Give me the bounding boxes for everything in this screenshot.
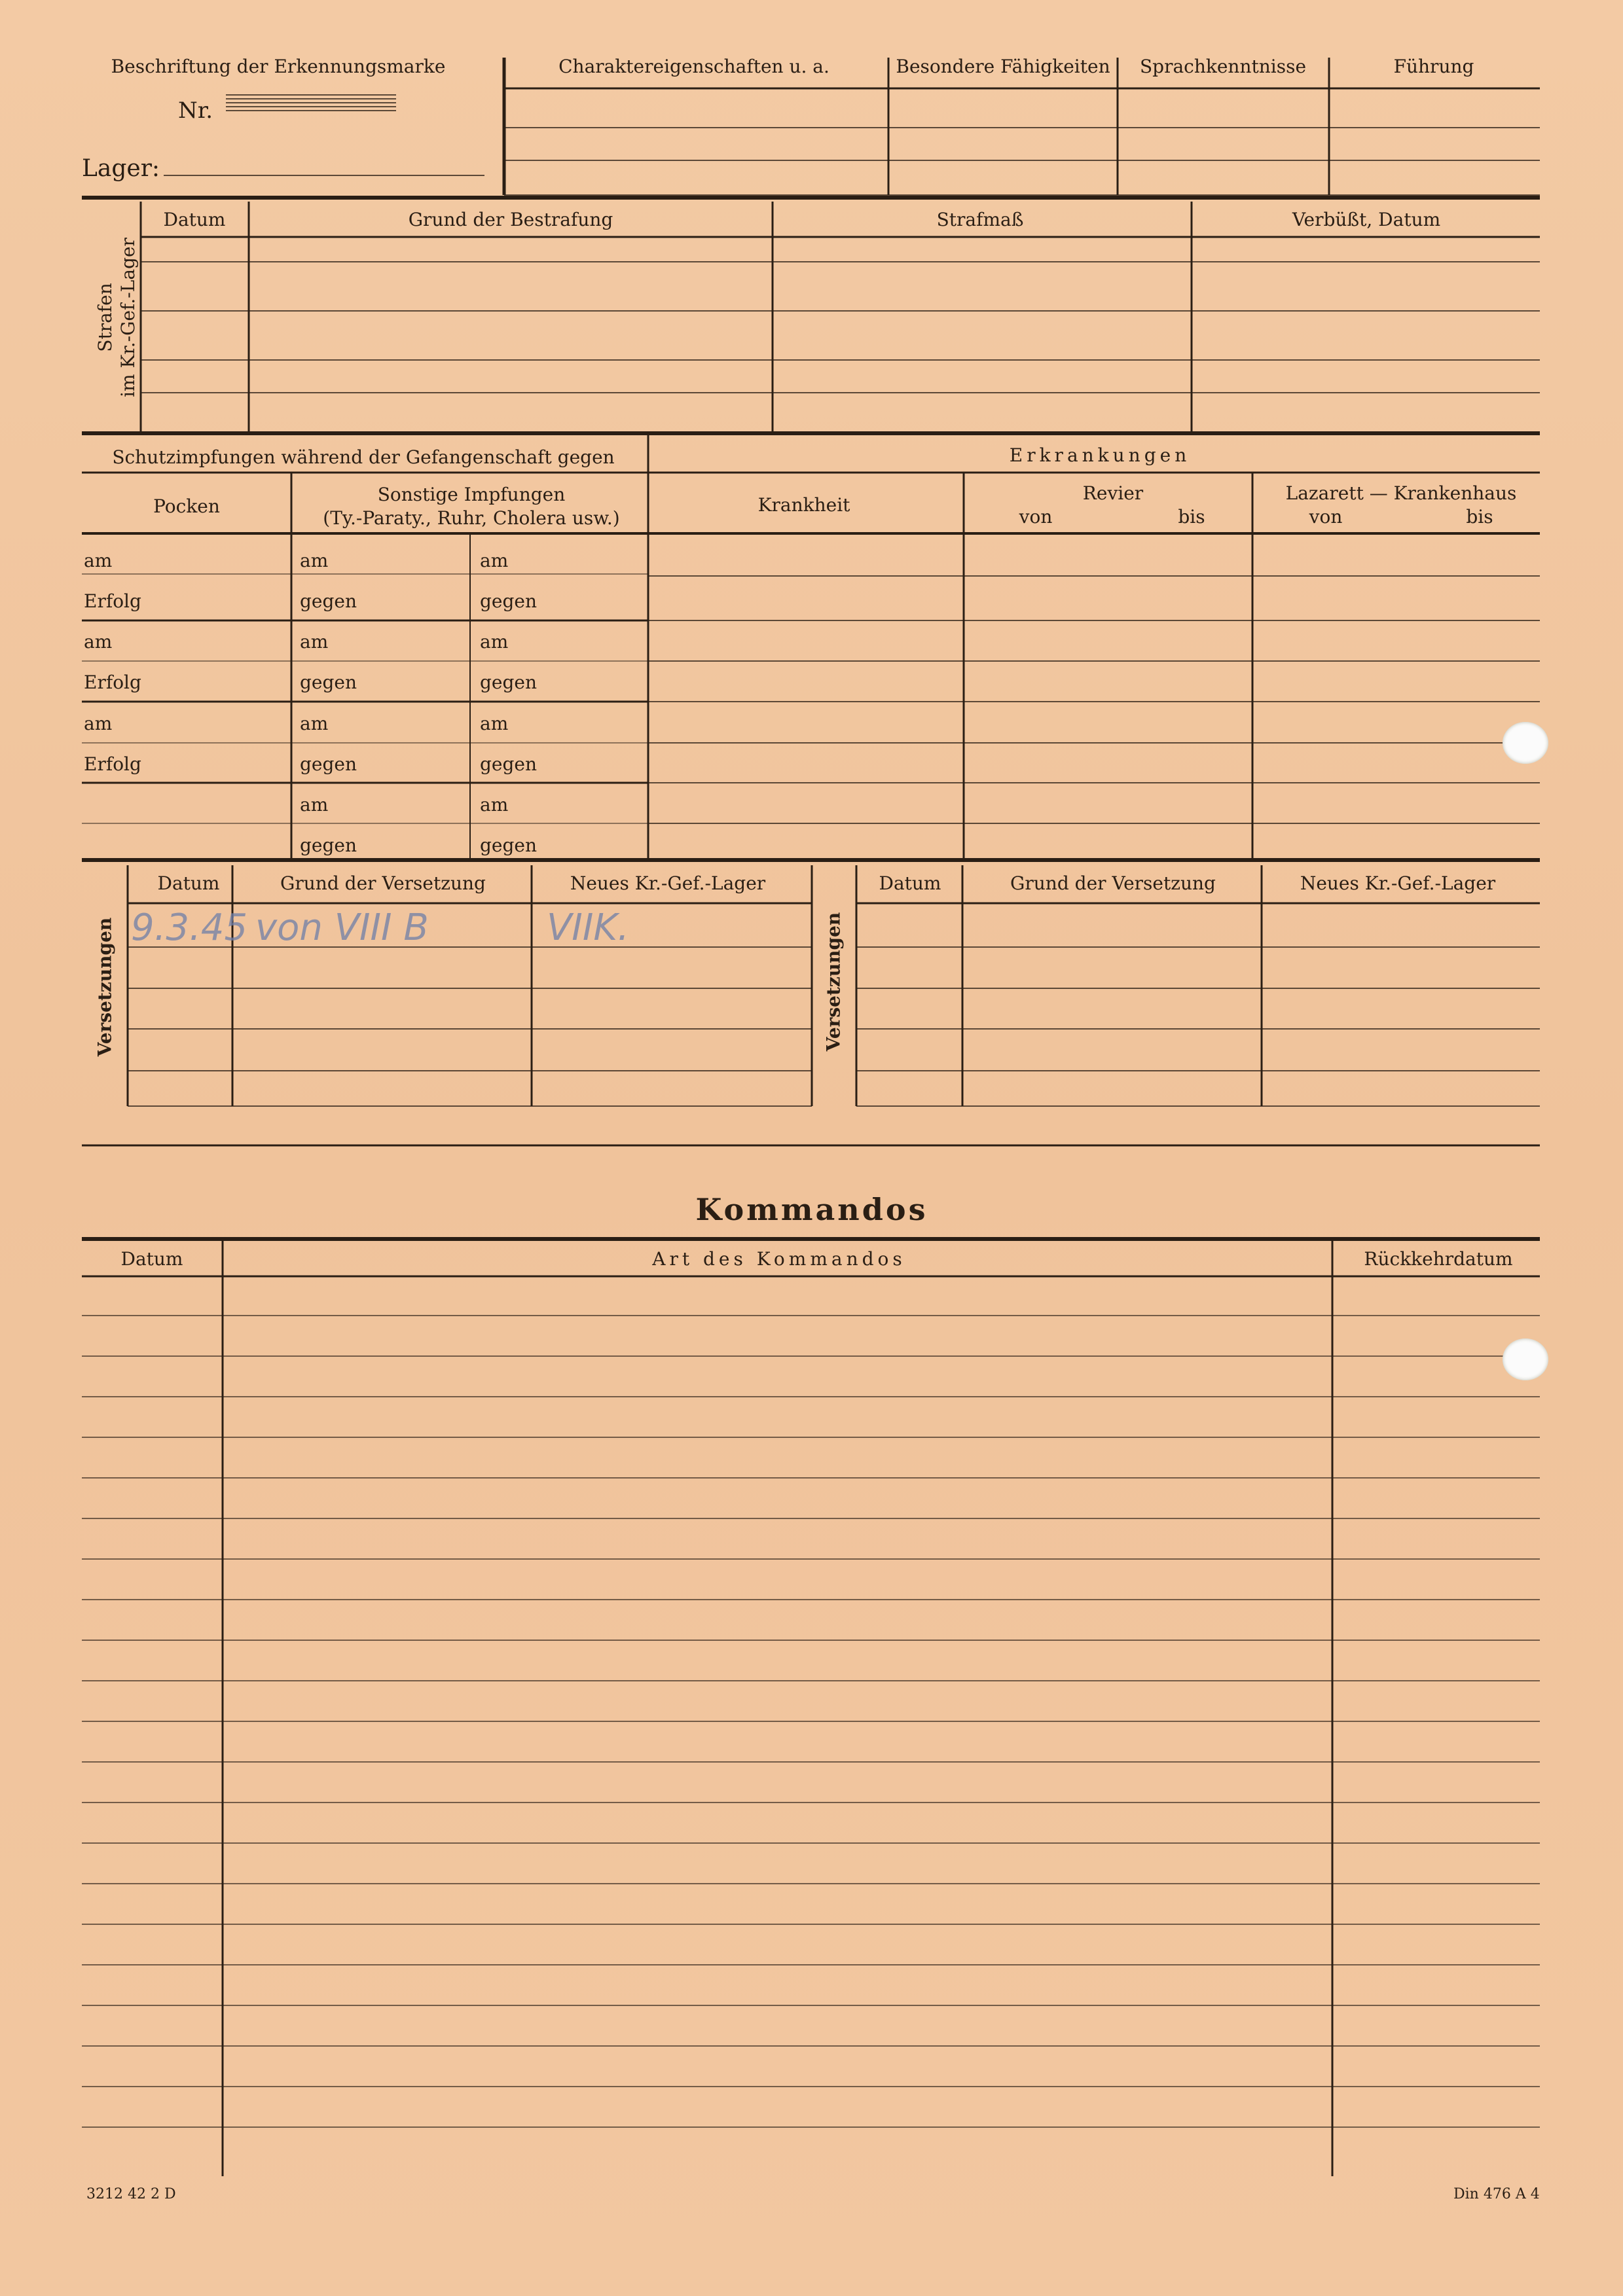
sonst-am-2b: am [480,631,509,653]
erk-lazarett-von: von [1309,506,1343,528]
pocken-am-2: am [84,631,113,653]
vers-right-col-datum: Datum [879,872,941,894]
col-faehigkeiten: Besondere Fähigkeiten [896,56,1110,77]
sonst-gegen-1b: gegen [480,590,538,612]
pocken-am-3: am [84,713,113,734]
sonst-gegen-4b: gegen [480,834,538,856]
lager-label: Lager: [82,155,160,182]
strafen-col-grund: Grund der Bestrafung [408,209,613,230]
erk-col-revier: Revier [1082,482,1144,504]
pocken-erfolg-3: Erfolg [84,753,141,775]
sonst-am-3b: am [480,713,509,734]
vers-entry-lager: VIIK. [547,906,629,949]
erk-revier-von: von [1019,506,1053,528]
sonst-am-4a: am [300,794,329,816]
erkrankungen-header: Erkrankungen [1009,444,1191,466]
col-fuehrung: Führung [1393,56,1474,77]
sonst-gegen-4a: gegen [300,834,357,856]
strafen-side-label-1: Strafen [94,283,116,352]
punch-hole-top [1503,722,1548,764]
impf-col-pocken: Pocken [153,495,220,517]
col-charakter: Charaktereigenschaften u. a. [558,56,830,77]
pocken-erfolg-2: Erfolg [84,672,141,693]
strafen-col-strafmass: Strafmaß [936,209,1024,230]
pocken-am-1: am [84,550,113,571]
komm-col-datum: Datum [120,1248,183,1270]
punch-hole-bottom [1503,1338,1548,1380]
sonst-am-1a: am [300,550,329,571]
strafen-col-datum: Datum [163,209,226,230]
erk-lazarett-bis: bis [1466,506,1493,528]
sonst-am-4b: am [480,794,509,816]
impf-header: Schutzimpfungen während der Gefangenschaft gegen [112,446,615,468]
sonst-gegen-1a: gegen [300,590,357,612]
impf-col-sonstige-1: Sonstige Impfungen [377,484,566,505]
komm-col-art: Art des Kommandos [652,1248,906,1270]
komm-col-rueckkehr: Rückkehrdatum [1364,1248,1513,1270]
col-sprache: Sprachkenntnisse [1139,56,1307,77]
versetzungen-side-label-right: Versetzungen [822,912,845,1052]
footer-left-code: 3212 42 2 D [86,2186,176,2202]
strafen-side-label-2: im Kr.-Gef.-Lager [117,238,139,397]
sonst-gegen-2a: gegen [300,672,357,693]
pocken-erfolg-1: Erfolg [84,590,141,612]
strafen-side-label [94,238,139,397]
vers-entry-grund: von VIII B [255,906,429,949]
erk-revier-bis: bis [1178,506,1205,528]
vers-left-col-datum: Datum [157,872,220,894]
erk-col-lazarett: Lazarett — Krankenhaus [1285,482,1517,504]
kommandos-title: Kommandos [695,1192,928,1227]
impf-col-sonstige-2: (Ty.-Paraty., Ruhr, Cholera usw.) [323,507,620,529]
erk-col-krankheit: Krankheit [757,494,850,516]
sonst-am-2a: am [300,631,329,653]
vers-left-col-lager: Neues Kr.-Gef.-Lager [570,872,766,894]
marke-title: Beschriftung der Erkennungsmarke [111,56,446,77]
sonst-am-1b: am [480,550,509,571]
sonst-gegen-3b: gegen [480,753,538,775]
versetzungen-side-label-left: Versetzungen [94,917,116,1057]
nr-label: Nr. [178,98,213,124]
sonst-gegen-3a: gegen [300,753,357,775]
footer-right-code: Din 476 A 4 [1453,2186,1540,2202]
sonst-gegen-2b: gegen [480,672,538,693]
sonst-am-3a: am [300,713,329,734]
vers-left-col-grund: Grund der Versetzung [280,872,486,894]
vers-right-col-lager: Neues Kr.-Gef.-Lager [1300,872,1496,894]
vers-entry-datum: 9.3.45 [131,906,248,949]
vers-right-col-grund: Grund der Versetzung [1010,872,1216,894]
strafen-col-verbuesst: Verbüßt, Datum [1292,209,1441,230]
